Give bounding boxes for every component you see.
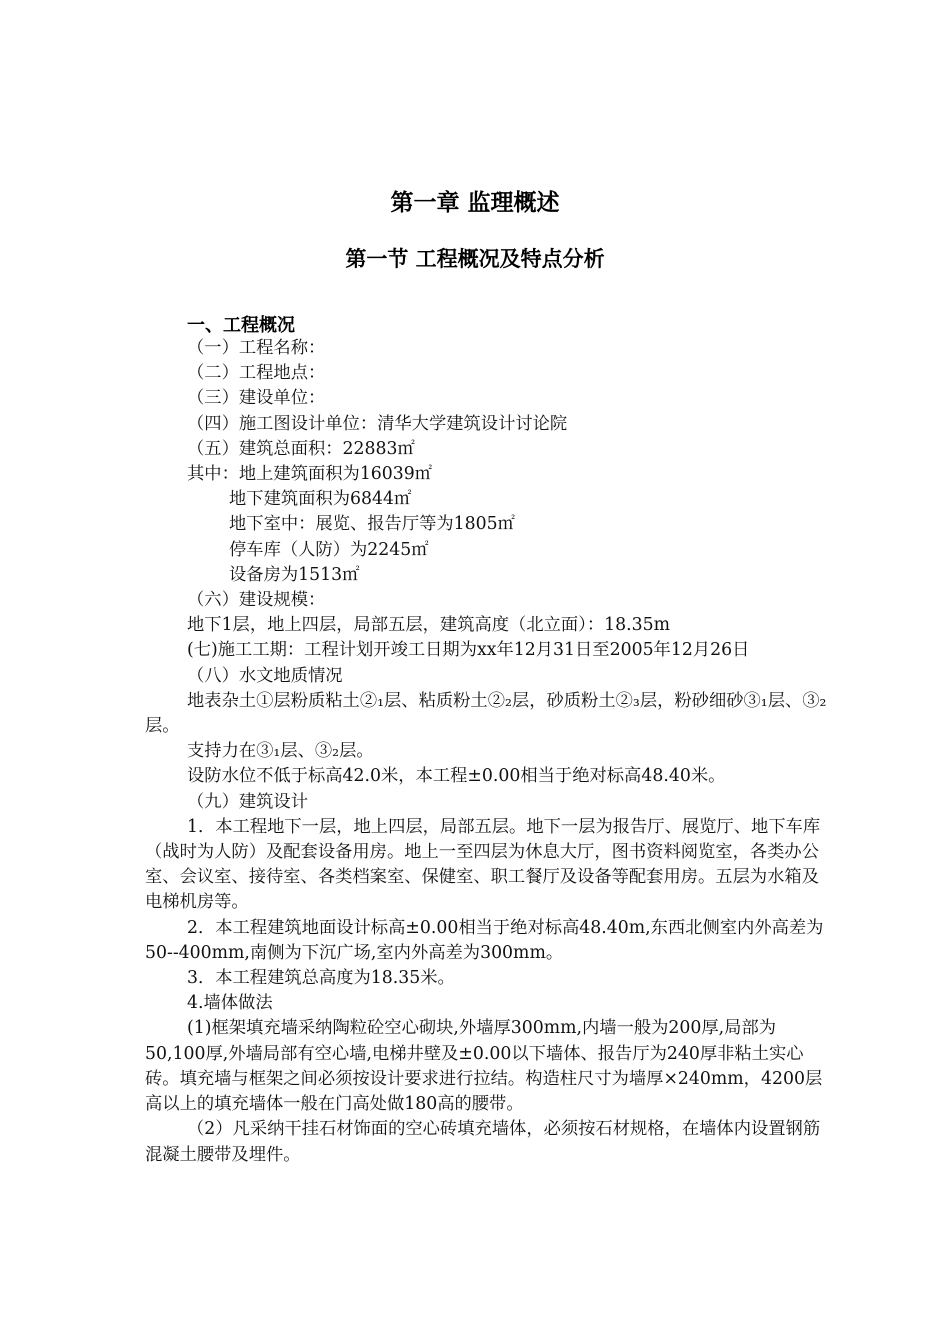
item-schedule: (七)施工工期：工程计划开竣工日期为xx年12月31日至2005年12月26日 [187, 640, 750, 661]
wall-method-2: （2）凡采纳干挂石材饰面的空心砖填充墙体，必须按石材规格，在墙体内设置钢筋混凝土腰带及埋件。 [145, 1119, 821, 1165]
area-equipment: 设备房为1513㎡ [229, 564, 360, 585]
arch-point-2: 2．本工程建筑地面设计标高±0.00相当于绝对标高48.40m,东西北侧室内外高差为50--400mm,南侧为下沉广场,室内外高差为300mm。 [145, 917, 824, 963]
wall-method-1: (1)框架填充墙采纳陶粒砼空心砌块,外墙厚300mm,内墙一般为200厚,局部为50,100厚,外墙局部有空心墙,电梯井壁及±0.00以下墙体、报告厅为240厚非粘土实心砖。填充墙与框架之间必须按设计要求进行拉结。构造柱尺寸为墙厚×240mm，4200层高以上的填充墙体一般在门高处做180高的腰带。 [145, 1018, 823, 1115]
item-hydrogeology: （八）水文地质情况 [187, 665, 343, 686]
section-title: 第一节 工程概况及特点分析 [345, 247, 605, 271]
scale-detail: 地下1层，地上四层，局部五层，建筑高度（北立面）：18.35m [187, 615, 670, 636]
item-project-name: （一）工程名称： [187, 338, 326, 358]
soil-layers: 地表杂土①层粉质粘土②₁层、粘质粉土②₂层，砂质粉土②₃层，粉砂细砂③₁层、③₂层。 [145, 690, 827, 737]
item-owner: （三）建设单位： [187, 388, 326, 409]
area-above-ground: 其中：地上建筑面积为16039㎡ [187, 464, 433, 485]
arch-point-4-title: 4.墙体做法 [187, 993, 273, 1014]
item-total-area: （五）建筑总面积：22883㎡ [187, 438, 415, 459]
arch-point-3: 3．本工程建筑总高度为18.35米。 [187, 968, 455, 989]
item-project-location: （二）工程地点： [187, 363, 326, 384]
area-underground: 地下建筑面积为6844㎡ [229, 489, 412, 510]
bearing-layer: 支持力在③₁层、③₂层。 [187, 741, 374, 762]
water-level: 设防水位不低于标高42.0米，本工程±0.00相当于绝对标高48.40米。 [187, 766, 726, 787]
item-design-unit: （四）施工图设计单位：清华大学建筑设计讨论院 [187, 413, 568, 434]
item-architecture: （九）建筑设计 [187, 791, 308, 812]
area-exhibition: 地下室中：展览、报告厅等为1805㎡ [229, 514, 515, 535]
area-parking: 停车库（人防）为2245㎡ [229, 539, 429, 560]
arch-point-1: 1．本工程地下一层，地上四层，局部五层。地下一层为报告厅、展览厅、地下车库（战时为人防）及配套设备用房。地上一至四层为休息大厅，图书资料阅览室，各类办公室、会议室、接待室、各类档案室、保健室、职工餐厅及设备等配套用房。五层为水箱及电梯机房等。 [145, 816, 821, 913]
document-body [145, 336, 835, 1168]
item-scale: （六）建设规模： [187, 590, 326, 611]
subsection-title: 一、工程概况 [187, 315, 295, 336]
chapter-title: 第一章 监理概述 [390, 190, 560, 216]
